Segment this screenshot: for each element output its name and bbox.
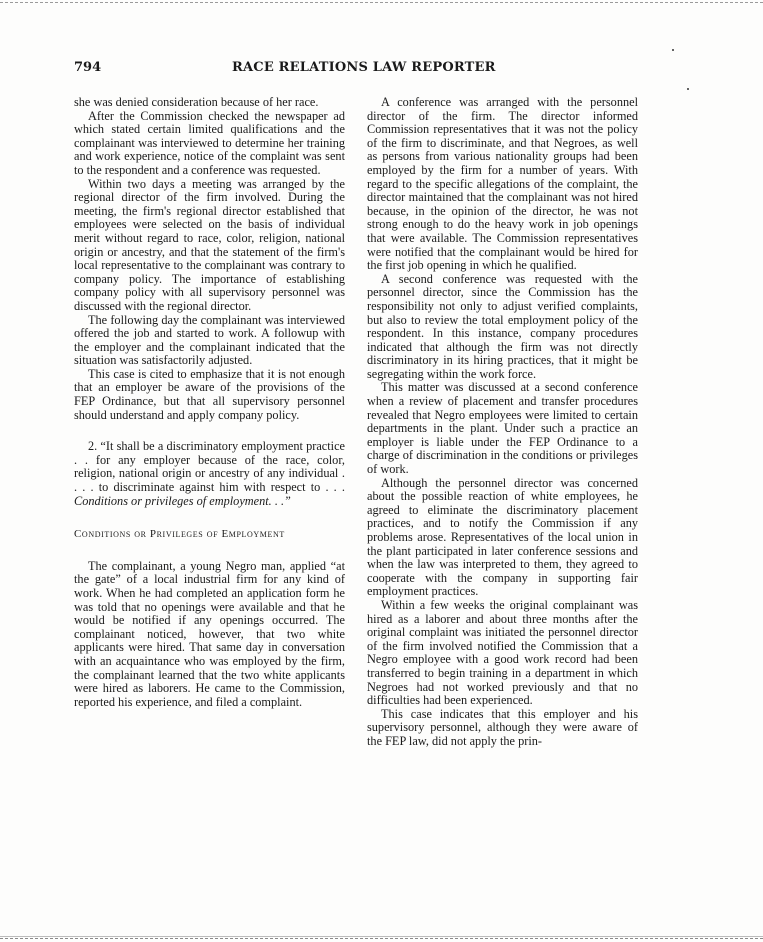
left-column — [74, 96, 345, 709]
section-heading: Conditions or Privileges of Employment — [74, 528, 285, 541]
paragraph: This matter was discussed at a second conference when a review of placement and transfer procedures revealed that Negro employees were limited to certain departments in the plant. Under such a practice an employer is liable under the FEP Ordinance to a charge of discrimination in the conditions or privileges of work. — [367, 380, 638, 477]
quote-text: 2. “It shall be a discriminatory employment practice . . for any employer because of the race, color, religion, national origin or ancestry of any individual . . . . to discriminate against him with respect to . . . — [74, 439, 345, 495]
paragraph: This case indicates that this employer and his supervisory personnel, although they were aware of the FEP law, did not apply the prin- — [367, 706, 638, 748]
bottom-rule — [0, 936, 763, 937]
paragraph: The following day the complainant was interviewed offered the job and started to work. A followup with the employer and the complainant indicated that the situation was satisfactorily adjusted. — [74, 312, 345, 368]
paragraph: Within two days a meeting was arranged by the regional director of the firm involved. During the meeting, the firm's regional director established that employees were selected on the basis of individual merit without regard to race, color, religion, national origin or ancestry, and that the statement of the firm's local representative to the complainant was contrary to company policy. The importance of establishing company policy with all supervisory personnel was discussed with the regional director. — [74, 176, 345, 313]
paragraph: After the Commission checked the newspaper ad which stated certain limited qualifications and the complainant was interviewed to determine her training and work experience, notice of the complaint was sent to the respondent and a conference was requested. — [74, 108, 345, 177]
paragraph: The complainant, a young Negro man, applied “at the gate” of a local industrial firm for any kind of work. When he had completed an application form he was told that no openings were available and that he would be notified if any openings occurred. The complainant noticed, however, that two white applicants were hired. That same day in conversation with an acquaintance who was employed by the firm, the complainant learned that the two white applicants were hired as laborers. He came to the Commission, reported his experience, and filed a complaint. — [74, 558, 345, 709]
paragraph: Within a few weeks the original complainant was hired as a laborer and about three months after the original complaint was initiated the personnel director of the firm involved notified the Commission that a Negro employee with a good work record had been transferred to begin training in a department in which Negroes had not worked previously and that no difficulties had been experienced. — [367, 597, 638, 708]
right-column — [367, 96, 638, 749]
scan-speck — [672, 49, 674, 51]
running-head: RACE RELATIONS LAW REPORTER — [232, 60, 496, 75]
page-number: 794 — [74, 60, 102, 75]
footnote-quote — [74, 440, 345, 508]
paragraph: This case is cited to emphasize that it is not enough that an employer be aware of the provisions of the FEP Ordinance, but that all supervisory personnel should understand and apply company policy. — [74, 366, 345, 422]
paragraph: A second conference was requested with the personnel director, since the Commission has the responsibility not only to adjust verified complaints, but also to review the total employment policy of the respondent. In this instance, company procedures indicated that although the firm was not directly discriminatory in its hiring practices, that it might be segregating within the work force. — [367, 271, 638, 381]
paragraph: she was denied consideration because of her race. — [74, 95, 319, 109]
paragraph: Although the personnel director was concerned about the possible reaction of white employees, he agreed to eliminate the discriminatory placement practices, and to notify the Commission if any problems arose. Representatives of the local union in the plant participated in later conference sessions and when the law was interpreted to them, they agreed to cooperate with the company in supporting fair employment practices. — [367, 475, 638, 599]
quote-italic: Conditions or privileges of employment. . .” — [74, 493, 291, 508]
top-scan-border — [0, 2, 763, 3]
bottom-scan-border — [0, 938, 763, 939]
scan-speck — [687, 88, 689, 90]
paragraph: A conference was arranged with the personnel director of the firm. The director informed Commission representatives that it was not the policy of the firm to discriminate, and that Negroes, as well as persons from various nationality groups had been employed by the firm for a number of years. With regard to the specific allegations of the complaint, the director maintained that the complainant was not hired because, in the opinion of the director, he was not strong enough to do the heavy work in job openings that were available. The Commission representatives were notified that the complainant would be hired for the first job opening in which he qualified. — [367, 95, 638, 273]
